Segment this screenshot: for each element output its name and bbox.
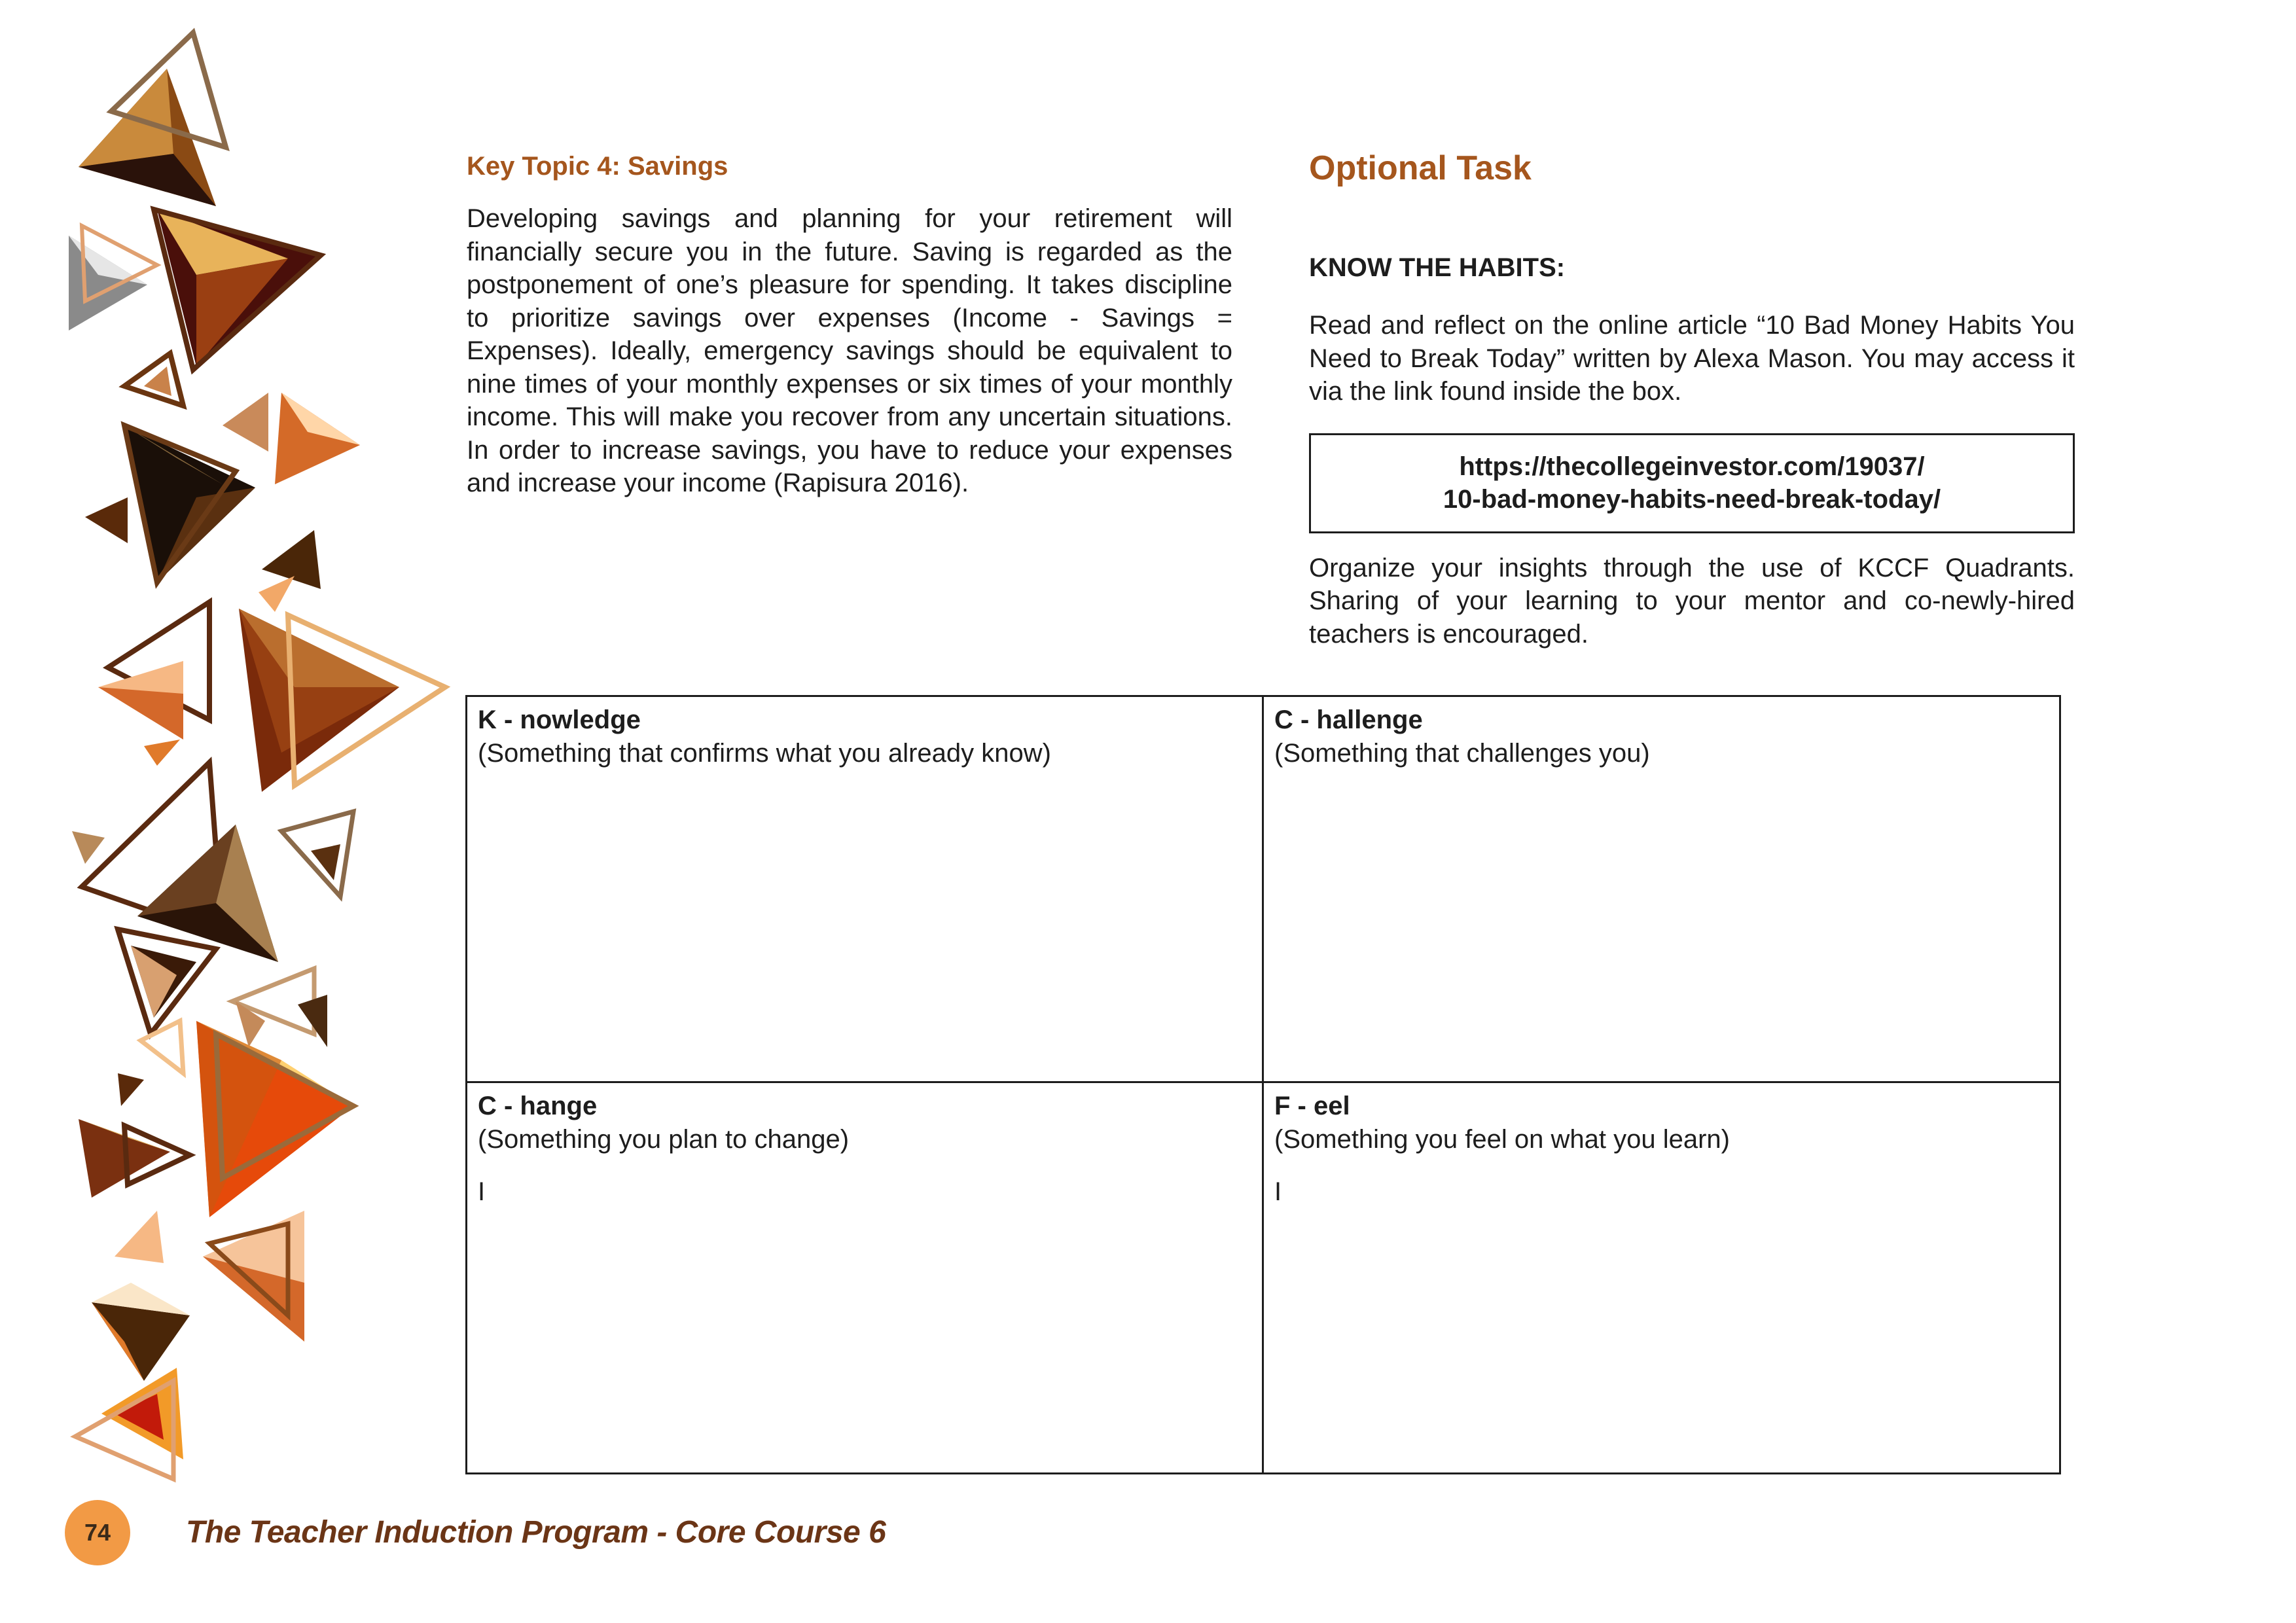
kccf-quadrants (465, 695, 2061, 1474)
optional-task-heading: Optional Task (1309, 149, 1532, 187)
text-cursor: I (478, 1177, 486, 1206)
savings-paragraph: Developing savings and planning for your retirement will financially secure you in the future. Saving is regarded as the postponement of one’s pleasure for spending. It takes discipline to prioritize savings over expenses (Income - Savings = Expenses). Ideally, emergency savings should be equivalent to nine times of your monthly expenses or six times of your monthly income. This will make you recover from any uncertain situations. In order to increase savings, you have to reduce your expenses and increase your income (Rapisura 2016). (467, 204, 1232, 497)
page-number-badge: 74 (65, 1500, 130, 1565)
footer-title: The Teacher Induction Program - Core Course 6 (186, 1515, 886, 1550)
quadrant-subtitle: (Something you plan to change) (478, 1124, 850, 1154)
quadrant-change[interactable] (467, 1083, 1264, 1472)
quadrant-subtitle: (Something you feel on what you learn) (1274, 1124, 1730, 1154)
quadrant-feel[interactable] (1264, 1083, 2059, 1472)
organize-instruction: Organize your insights through the use of KCCF Quadrants. Sharing of your learning to your mentor and co-newly-hired teachers is encouraged. (1309, 553, 2075, 649)
quadrant-subtitle: (Something that challenges you) (1274, 738, 1650, 768)
savings-section (467, 147, 1232, 500)
quadrant-title: K - nowledge (478, 705, 641, 734)
decorative-triangles (0, 0, 471, 1505)
quadrant-title: F - eel (1274, 1092, 1350, 1120)
quadrant-title: C - hallenge (1274, 705, 1423, 734)
text-cursor: I (1274, 1177, 1282, 1206)
quadrant-subtitle: (Something that confirms what you already know) (478, 738, 1051, 768)
know-habits-heading: KNOW THE HABITS: (1309, 253, 1566, 282)
section-heading: Key Topic 4: Savings (467, 152, 728, 181)
link-box[interactable] (1309, 433, 2075, 533)
quadrant-knowledge[interactable] (467, 697, 1264, 1083)
article-instruction: Read and reflect on the online article “10 Bad Money Habits You Need to Break Today” written by Alexa Mason. You may access it via the link found inside the box. (1309, 311, 2075, 406)
optional-task-section (1309, 145, 2075, 651)
link-line-1[interactable]: https://thecollegeinvestor.com/19037/ (1459, 452, 1925, 481)
link-line-2[interactable]: 10-bad-money-habits-need-break-today/ (1443, 485, 1941, 514)
quadrant-challenge[interactable] (1264, 697, 2059, 1083)
quadrant-title: C - hange (478, 1092, 598, 1120)
